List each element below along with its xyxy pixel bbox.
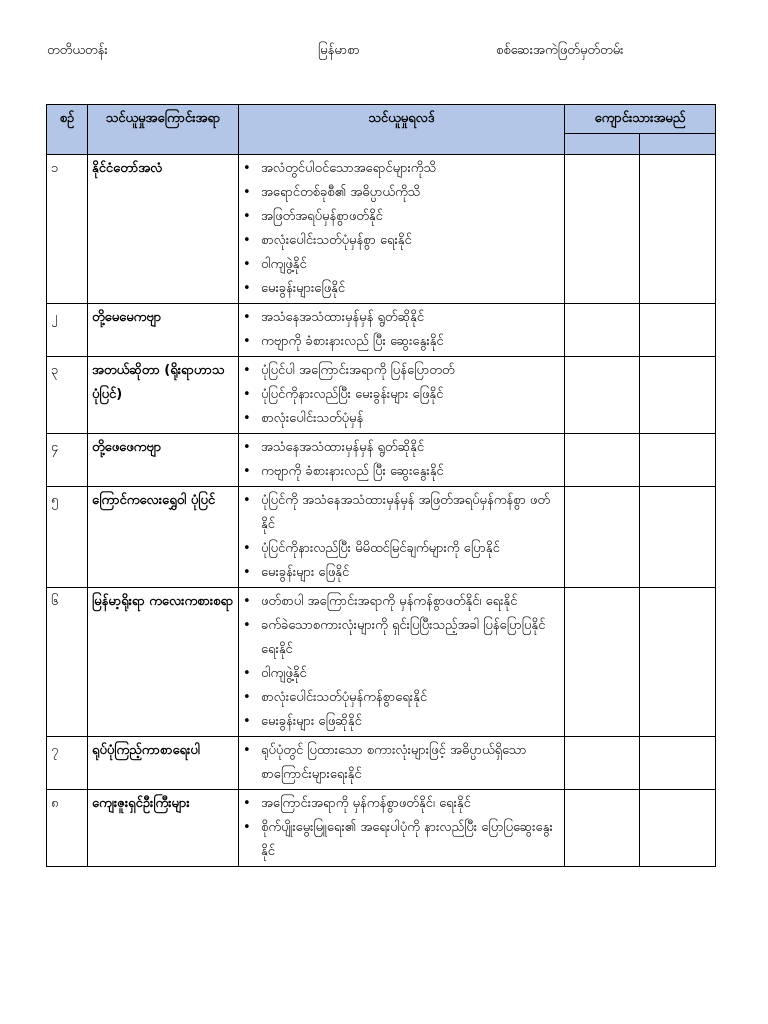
column-header-number: စဉ်	[47, 105, 88, 155]
table-row	[47, 434, 716, 487]
student-check-cell[interactable]	[640, 588, 716, 737]
outcome-item: • မေးခွန်းများ ဖြေဆိုနိုင်	[243, 710, 560, 734]
table-body	[47, 155, 716, 867]
outcome-item: • ပုံပြင်ကို အသံနေအသံထားမှန်မှန် အဖြတ်အရပ်မှန်ကန်စွာ ဖတ်နိုင်	[243, 489, 560, 537]
page-header	[0, 42, 768, 66]
table-row	[47, 588, 716, 737]
row-number: ၄	[47, 434, 88, 487]
outcome-item: • အလံတွင်ပါဝင်သောအရောင်များကိုသိ	[243, 157, 560, 181]
student-check-cell[interactable]	[640, 304, 716, 357]
outcome-list	[243, 306, 560, 354]
table-row	[47, 155, 716, 304]
row-outcomes	[239, 737, 565, 790]
row-number: ၇	[47, 737, 88, 790]
outcome-item: • အရောင်တစ်ခုစီ၏ အဓိပ္ပာယ်ကိုသိ	[243, 181, 560, 205]
row-outcomes	[239, 790, 565, 867]
outcome-item: • ကဗျာကို ခံစားနားလည် ပြီး ဆွေးနွေးနိုင်	[243, 330, 560, 354]
outcome-list	[243, 359, 560, 431]
student-check-cell[interactable]	[640, 487, 716, 588]
outcome-list	[243, 489, 560, 585]
outcome-item: • စာလုံးပေါင်းသတ်ပုံမှန်ကန်စွာရေးနိုင်	[243, 686, 560, 710]
row-topic: မြန်မာ့ရိုးရာ ကလေးကစားစရာ	[88, 588, 239, 737]
student-check-cell[interactable]	[640, 434, 716, 487]
outcome-item: • စာလုံးပေါင်းသတ်ပုံမှန်	[243, 407, 560, 431]
outcome-item: • ရုပ်ပုံတွင် ပြထားသော စကားလုံးများဖြင့် အဓိပ္ပာယ်ရှိသော စာကြောင်းများရေးနိုင်	[243, 739, 560, 787]
row-number: ၈	[47, 790, 88, 867]
student-check-cell[interactable]	[565, 790, 640, 867]
row-number: ၅	[47, 487, 88, 588]
assessment-table	[46, 104, 716, 867]
row-topic: နိုင်ငံတော်အလံ	[88, 155, 239, 304]
outcome-item: • ကဗျာကို ခံစားနားလည် ပြီး ဆွေးနွေးနိုင်	[243, 460, 560, 484]
student-subheader-cell	[640, 134, 716, 155]
outcome-item: • မေးခွန်းများဖြေနိုင်	[243, 277, 560, 301]
outcome-list	[243, 739, 560, 787]
row-topic: တို့ဖေဖေကဗျာ	[88, 434, 239, 487]
outcome-item: • ဖတ်စာပါ အကြောင်းအရာကို မှန်ကန်စွာဖတ်နိုင်၊ ရေးနိုင်	[243, 590, 560, 614]
student-check-cell[interactable]	[565, 155, 640, 304]
student-subheader-cell	[565, 134, 640, 155]
outcome-item: • အကြောင်းအရာကို မှန်ကန်စွာဖတ်နိုင်၊ ရေးနိုင်	[243, 792, 560, 816]
student-check-cell[interactable]	[640, 790, 716, 867]
outcome-item: • ဝါကျဖွဲ့နိုင်	[243, 253, 560, 277]
subject-label: မြန်မာစာ	[318, 43, 360, 58]
student-check-cell[interactable]	[565, 434, 640, 487]
table-row	[47, 487, 716, 588]
row-topic: ရုပ်ပုံကြည့်ကာစာရေးပါ	[88, 737, 239, 790]
row-number: ၃	[47, 357, 88, 434]
table-row	[47, 357, 716, 434]
row-topic: ကြောင်ကလေးရွှေဝါ ပုံပြင်	[88, 487, 239, 588]
outcome-item: • ပုံပြင်ကိုနားလည်ပြီး မိမိထင်မြင်ချက်များကို ပြောနိုင်	[243, 537, 560, 561]
grade-label: တတိယတန်း	[47, 43, 108, 58]
column-header-student: ကျောင်းသားအမည်	[565, 105, 716, 134]
column-header-outcomes: သင်ယူမှုရလဒ်	[239, 105, 565, 155]
outcome-list	[243, 590, 560, 734]
row-topic: ကျေးဇူးရှင်ဦးကြီးများ	[88, 790, 239, 867]
outcome-list	[243, 436, 560, 484]
row-number: ၆	[47, 588, 88, 737]
row-outcomes	[239, 357, 565, 434]
outcome-item: • ပုံပြင်ကိုနားလည်ပြီး မေးခွန်းများ ဖြေနိုင်	[243, 383, 560, 407]
table-row	[47, 737, 716, 790]
row-topic: တို့မေမေကဗျာ	[88, 304, 239, 357]
row-outcomes	[239, 304, 565, 357]
row-number: ၂	[47, 304, 88, 357]
student-check-cell[interactable]	[565, 304, 640, 357]
student-check-cell[interactable]	[565, 357, 640, 434]
row-number: ၁	[47, 155, 88, 304]
student-check-cell[interactable]	[640, 357, 716, 434]
row-outcomes	[239, 588, 565, 737]
document-title: စစ်ဆေးအကဲဖြတ်မှတ်တမ်း	[496, 43, 624, 58]
outcome-list	[243, 157, 560, 301]
row-outcomes	[239, 434, 565, 487]
student-check-cell[interactable]	[565, 588, 640, 737]
outcome-item: • အဖြတ်အရပ်မှန်စွာဖတ်နိုင်	[243, 205, 560, 229]
outcome-item: • ဝါကျဖွဲ့နိုင်	[243, 662, 560, 686]
table-row	[47, 304, 716, 357]
outcome-list	[243, 792, 560, 864]
row-outcomes	[239, 487, 565, 588]
table-header-row	[47, 105, 716, 134]
outcome-item: • အသံနေအသံထားမှန်မှန် ရွတ်ဆိုနိုင်	[243, 306, 560, 330]
outcome-item: • စိုက်ပျိုးမွေးမြူရေး၏ အရေးပါပုံကို နားလည်ပြီး ပြောပြဆွေးနွေးနိုင်	[243, 816, 560, 864]
row-topic: အတယ်ဆိုတာ (ရိုးရာဟာသပုံပြင်)	[88, 357, 239, 434]
outcome-item: • စာလုံးပေါင်းသတ်ပုံမှန်စွာ ရေးနိုင်	[243, 229, 560, 253]
outcome-item: • မေးခွန်းများ ဖြေနိုင်	[243, 561, 560, 585]
student-check-cell[interactable]	[640, 737, 716, 790]
outcome-item: • ပုံပြင်ပါ အကြောင်းအရာကို ပြန်ပြောတတ်	[243, 359, 560, 383]
student-check-cell[interactable]	[565, 487, 640, 588]
column-header-topic: သင်ယူမှုအကြောင်းအရာ	[88, 105, 239, 155]
student-check-cell[interactable]	[565, 737, 640, 790]
student-check-cell[interactable]	[640, 155, 716, 304]
outcome-item: • ခက်ခဲသောစကားလုံးများကို ရှင်းပြပြီးသည့်အခါ ပြန်ပြောပြနိုင်ရေးနိုင်	[243, 614, 560, 662]
outcome-item: • အသံနေအသံထားမှန်မှန် ရွတ်ဆိုနိုင်	[243, 436, 560, 460]
table-row	[47, 790, 716, 867]
row-outcomes	[239, 155, 565, 304]
